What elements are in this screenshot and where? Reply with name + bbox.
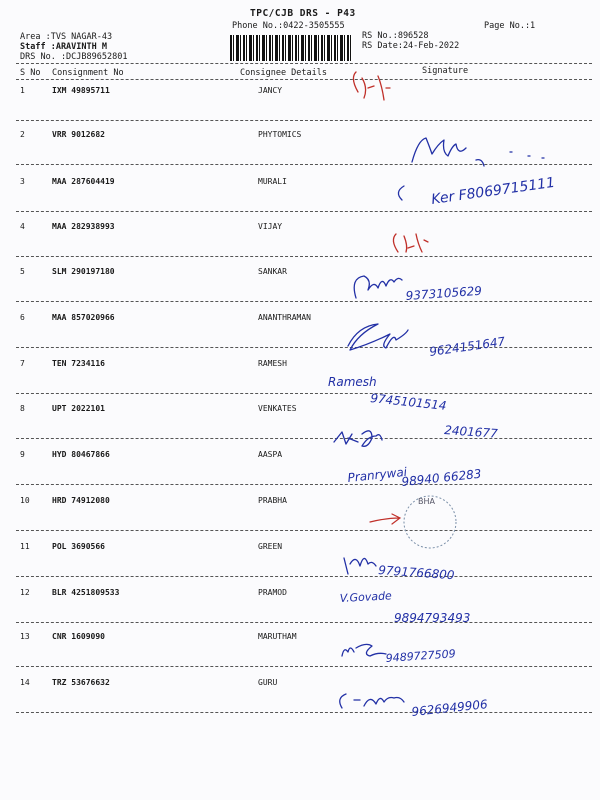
row-consignment-number: TEN 7234116: [52, 359, 105, 368]
signature-row-4: [393, 234, 428, 252]
row-serial-number: 9: [20, 450, 25, 459]
row-serial-number: 8: [20, 404, 25, 413]
rs-date: RS Date:24-Feb-2022: [362, 41, 460, 51]
signature-row-2: [412, 138, 544, 166]
signature-row-13: [342, 644, 386, 656]
row-serial-number: 2: [20, 130, 25, 139]
row-consignment-number: VRR 9012682: [52, 130, 105, 139]
svg-text:9624151647: 9624151647: [428, 334, 507, 359]
row-consignment-number: MAA 287604419: [52, 177, 115, 186]
signature-row-6: [348, 324, 408, 350]
row-consignment-number: MAA 857020966: [52, 313, 115, 322]
handwriting-row-7-name: Ramesh: [328, 375, 377, 389]
row-consignment-number: HRD 74912080: [52, 496, 110, 505]
svg-text:9626949906: 9626949906: [410, 697, 489, 719]
signature-row-11: [344, 558, 376, 574]
svg-text:9373105629: 9373105629: [405, 283, 483, 303]
drs-title: TPC/CJB DRS - P43: [250, 8, 356, 19]
row-consignment-number: SLM 290197180: [52, 267, 115, 276]
row-serial-number: 6: [20, 313, 25, 322]
handwriting-row-3: Ker F8069715111: [430, 174, 556, 208]
signature-row-5: [354, 276, 402, 298]
row-consignee-name: JANCY: [258, 86, 283, 95]
row-consignee-name: AASPA: [258, 450, 283, 459]
row-consignment-number: TRZ 53676632: [52, 678, 110, 687]
handwriting-row-12-name: V.Govade: [339, 589, 393, 605]
row-serial-number: 14: [20, 678, 30, 687]
row-serial-number: 12: [20, 588, 30, 597]
row-consignee-name: MARUTHAM: [258, 632, 297, 641]
col-consignee: Consignee Details: [240, 68, 327, 78]
signature-row-14: [340, 694, 404, 708]
row-serial-number: 4: [20, 222, 25, 231]
row-serial-number: 5: [20, 267, 25, 276]
row-consignment-number: BLR 4251809533: [52, 588, 120, 597]
row-consignment-number: POL 3690566: [52, 542, 105, 551]
signature-row-8: [334, 431, 382, 447]
svg-text:9489727509: 9489727509: [385, 647, 457, 665]
area-label: Area :TVS NAGAR-43: [20, 32, 113, 42]
phone-number: Phone No.:0422-3505555: [232, 21, 345, 31]
svg-text:2401677: 2401677: [443, 423, 499, 441]
row-serial-number: 11: [20, 542, 30, 551]
rs-number: RS No.:896528: [362, 31, 429, 41]
handwriting-row-12-number: 9894793493: [394, 611, 471, 625]
row-consignee-name: RAMESH: [258, 359, 287, 368]
row-consignment-number: UPT 2022101: [52, 404, 105, 413]
row-consignment-number: CNR 1609090: [52, 632, 105, 641]
col-signature: Signature: [422, 66, 469, 76]
handwriting-row-7-number: 9745101514: [369, 391, 448, 413]
col-consignment: Consignment No: [52, 68, 124, 78]
row-consignee-name: VENKATES: [258, 404, 297, 413]
barcode: [230, 35, 352, 61]
row-serial-number: 10: [20, 496, 30, 505]
row-consignee-name: GREEN: [258, 542, 283, 551]
row-consignee-name: VIJAY: [258, 222, 283, 231]
col-sno: S No: [20, 68, 41, 78]
handwriting-row-9-number: 98940 66283: [400, 466, 483, 489]
drs-number: DRS No. :DCJB89652801: [20, 52, 128, 62]
row-consignee-name: PRAMOD: [258, 588, 287, 597]
handwriting-row-9-name: Pranrywai: [346, 464, 408, 485]
row-serial-number: 1: [20, 86, 25, 95]
arrow-row-10: [370, 514, 400, 524]
row-serial-number: 3: [20, 177, 25, 186]
row-consignment-number: HYD 80467866: [52, 450, 110, 459]
signatures-overlay: [320, 60, 600, 740]
row-consignee-name: ANANTHRAMAN: [258, 313, 311, 322]
row-consignee-name: MURALI: [258, 177, 287, 186]
row-consignee-name: PRABHA: [258, 496, 287, 505]
row-consignment-number: MAA 282938993: [52, 222, 115, 231]
svg-text:9791766800: 9791766800: [377, 563, 455, 583]
row-consignee-name: PHYTOMICS: [258, 130, 302, 139]
page-number: Page No.:1: [484, 21, 536, 31]
staff-label: Staff :ARAVINTH M: [20, 42, 107, 52]
signature-row-1: [353, 72, 390, 100]
row-consignee-name: SANKAR: [258, 267, 287, 276]
row-consignee-name: GURU: [258, 678, 278, 687]
row-serial-number: 13: [20, 632, 30, 641]
row-serial-number: 7: [20, 359, 25, 368]
row-consignment-number: IXM 49895711: [52, 86, 110, 95]
svg-text:BHA: BHA: [418, 497, 435, 506]
